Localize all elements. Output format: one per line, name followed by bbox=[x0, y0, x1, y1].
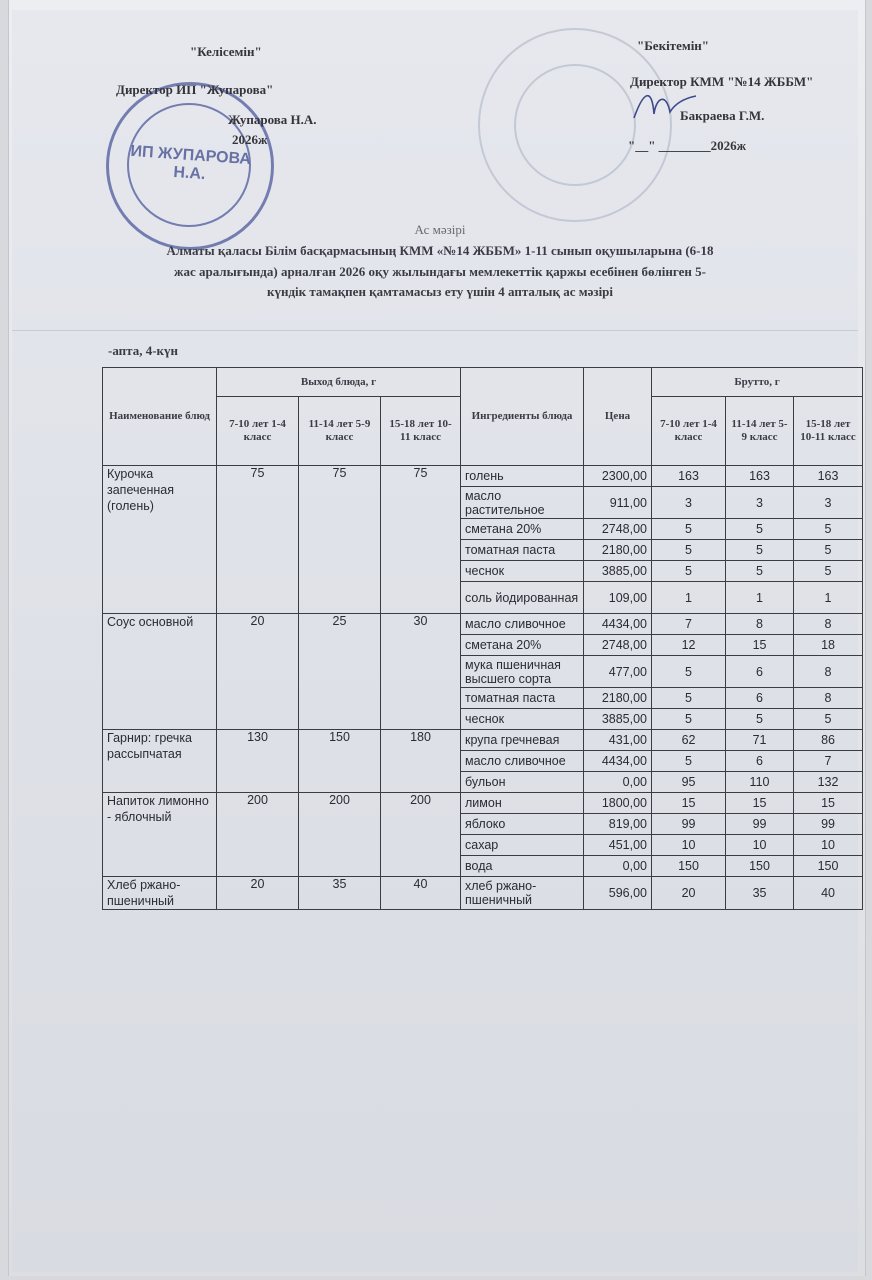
right-date: "__" ________2026ж bbox=[628, 138, 747, 153]
gross-age-2: 6 bbox=[726, 751, 794, 772]
ingredient-row bbox=[103, 793, 863, 814]
gross-age-3: 163 bbox=[794, 466, 863, 487]
output-age-3: 200 bbox=[381, 793, 461, 877]
ingredient-row bbox=[103, 466, 863, 487]
ingredient-row bbox=[103, 614, 863, 635]
stamp-text: ИП ЖУПАРОВА Н.А. bbox=[129, 142, 252, 184]
gross-age-3: 40 bbox=[794, 877, 863, 910]
output-age-1: 20 bbox=[217, 877, 299, 910]
gross-age-1: 7 bbox=[652, 614, 726, 635]
gross-age-1: 10 bbox=[652, 835, 726, 856]
ingredient-name: чеснок bbox=[461, 709, 584, 730]
right-approve-label: "Бекітемін" bbox=[637, 38, 710, 53]
ingredient-name: мука пшеничная высшего сорта bbox=[461, 656, 584, 688]
left-year: 2026ж bbox=[232, 132, 268, 147]
gross-age-3: 5 bbox=[794, 561, 863, 582]
gross-age-2: 15 bbox=[726, 635, 794, 656]
menu-heading: Ас мәзірі bbox=[414, 222, 466, 237]
gross-age-3: 15 bbox=[794, 793, 863, 814]
dish-name: Соус основной bbox=[103, 614, 217, 730]
gross-age-1: 62 bbox=[652, 730, 726, 751]
ingredient-price: 2180,00 bbox=[584, 688, 652, 709]
gross-age-1: 1 bbox=[652, 582, 726, 614]
gross-age-3: 5 bbox=[794, 709, 863, 730]
gross-age-3: 99 bbox=[794, 814, 863, 835]
output-age-1: 130 bbox=[217, 730, 299, 793]
ingredient-name: крупа гречневая bbox=[461, 730, 584, 751]
menu-table bbox=[102, 367, 863, 910]
gross-age-2: 5 bbox=[726, 561, 794, 582]
ingredient-price: 451,00 bbox=[584, 835, 652, 856]
gross-age-1: 99 bbox=[652, 814, 726, 835]
output-age-1: 200 bbox=[217, 793, 299, 877]
week-day-label: -апта, 4-күн bbox=[108, 343, 179, 358]
gross-age-1: 5 bbox=[652, 656, 726, 688]
ingredient-name: бульон bbox=[461, 772, 584, 793]
ingredient-name: масло растительное bbox=[461, 487, 584, 519]
gross-age-1: 150 bbox=[652, 856, 726, 877]
ingredient-price: 4434,00 bbox=[584, 614, 652, 635]
ingredient-row bbox=[103, 877, 863, 910]
ingredient-row bbox=[103, 730, 863, 751]
gross-age-3: 3 bbox=[794, 487, 863, 519]
left-signatory: Жупарова Н.А. bbox=[228, 112, 317, 127]
gross-age-3: 5 bbox=[794, 540, 863, 561]
gross-age-2: 3 bbox=[726, 487, 794, 519]
ingredient-price: 911,00 bbox=[584, 487, 652, 519]
gross-age-2: 71 bbox=[726, 730, 794, 751]
gross-age-1: 20 bbox=[652, 877, 726, 910]
ingredient-name: сахар bbox=[461, 835, 584, 856]
ingredient-price: 3885,00 bbox=[584, 561, 652, 582]
ingredient-name: лимон bbox=[461, 793, 584, 814]
gross-age-2: 35 bbox=[726, 877, 794, 910]
gross-age-2: 6 bbox=[726, 688, 794, 709]
output-age-2: 25 bbox=[299, 614, 381, 730]
ingredient-name: сметана 20% bbox=[461, 635, 584, 656]
output-age-2: 150 bbox=[299, 730, 381, 793]
gross-age-1: 5 bbox=[652, 688, 726, 709]
ingredient-name: вода bbox=[461, 856, 584, 877]
gross-age-1: 15 bbox=[652, 793, 726, 814]
gross-age-1: 12 bbox=[652, 635, 726, 656]
ingredient-price: 109,00 bbox=[584, 582, 652, 614]
header-gross-age-2: 11-14 лет 5-9 класс bbox=[726, 397, 794, 466]
header-gross-age-1: 7-10 лет 1-4 класс bbox=[652, 397, 726, 466]
dish-name: Напиток лимонно - яблочный bbox=[103, 793, 217, 877]
gross-age-2: 163 bbox=[726, 466, 794, 487]
gross-age-2: 10 bbox=[726, 835, 794, 856]
gross-age-3: 8 bbox=[794, 688, 863, 709]
gross-age-1: 5 bbox=[652, 751, 726, 772]
left-approve-label: "Келісемін" bbox=[190, 44, 262, 59]
gross-age-3: 8 bbox=[794, 614, 863, 635]
output-age-2: 35 bbox=[299, 877, 381, 910]
title-line-2: жас аралығында) арналған 2026 оқу жылындағы мемлекеттік қаржы есебінен бөлінген 5- bbox=[174, 264, 706, 279]
header-price: Цена bbox=[584, 368, 652, 466]
ingredient-price: 2300,00 bbox=[584, 466, 652, 487]
ingredient-price: 431,00 bbox=[584, 730, 652, 751]
ingredient-price: 2180,00 bbox=[584, 540, 652, 561]
gross-age-1: 5 bbox=[652, 561, 726, 582]
gross-age-2: 99 bbox=[726, 814, 794, 835]
gross-age-2: 15 bbox=[726, 793, 794, 814]
header-ingredients: Ингредиенты блюда bbox=[461, 368, 584, 466]
ingredient-price: 0,00 bbox=[584, 772, 652, 793]
gross-age-2: 150 bbox=[726, 856, 794, 877]
signature-mark bbox=[630, 84, 700, 124]
ingredient-price: 596,00 bbox=[584, 877, 652, 910]
ingredient-name: чеснок bbox=[461, 561, 584, 582]
gross-age-1: 5 bbox=[652, 540, 726, 561]
output-age-3: 75 bbox=[381, 466, 461, 614]
left-position: Директор ИП "Жупарова" bbox=[116, 82, 274, 97]
ingredient-price: 4434,00 bbox=[584, 751, 652, 772]
gross-age-3: 150 bbox=[794, 856, 863, 877]
dish-name: Хлеб ржано-пшеничный bbox=[103, 877, 217, 910]
right-signatory: Бакраева Г.М. bbox=[680, 108, 765, 123]
gross-age-3: 132 bbox=[794, 772, 863, 793]
output-age-3: 30 bbox=[381, 614, 461, 730]
gross-age-1: 3 bbox=[652, 487, 726, 519]
ingredient-name: яблоко bbox=[461, 814, 584, 835]
round-seal bbox=[478, 28, 672, 222]
ingredient-price: 477,00 bbox=[584, 656, 652, 688]
gross-age-2: 5 bbox=[726, 540, 794, 561]
gross-age-2: 6 bbox=[726, 656, 794, 688]
gross-age-2: 8 bbox=[726, 614, 794, 635]
gross-age-1: 163 bbox=[652, 466, 726, 487]
ingredient-price: 3885,00 bbox=[584, 709, 652, 730]
output-age-1: 20 bbox=[217, 614, 299, 730]
ingredient-name: томатная паста bbox=[461, 688, 584, 709]
gross-age-1: 5 bbox=[652, 709, 726, 730]
gross-age-2: 110 bbox=[726, 772, 794, 793]
output-age-2: 200 bbox=[299, 793, 381, 877]
header-output-age-3: 15-18 лет 10-11 класс bbox=[381, 397, 461, 466]
ingredient-price: 0,00 bbox=[584, 856, 652, 877]
ingredient-price: 1800,00 bbox=[584, 793, 652, 814]
ingredient-price: 2748,00 bbox=[584, 635, 652, 656]
ingredient-price: 2748,00 bbox=[584, 519, 652, 540]
dish-name: Гарнир: гречка рассыпчатая bbox=[103, 730, 217, 793]
ingredient-name: соль йодированная bbox=[461, 582, 584, 614]
gross-age-3: 86 bbox=[794, 730, 863, 751]
output-age-3: 180 bbox=[381, 730, 461, 793]
header-output: Выход блюда, г bbox=[217, 368, 461, 397]
gross-age-3: 1 bbox=[794, 582, 863, 614]
ingredient-name: голень bbox=[461, 466, 584, 487]
gross-age-3: 10 bbox=[794, 835, 863, 856]
ingredient-name: хлеб ржано-пшеничный bbox=[461, 877, 584, 910]
gross-age-3: 5 bbox=[794, 519, 863, 540]
header-gross-age-3: 15-18 лет 10-11 класс bbox=[794, 397, 863, 466]
header-output-age-2: 11-14 лет 5-9 класс bbox=[299, 397, 381, 466]
ingredient-name: сметана 20% bbox=[461, 519, 584, 540]
title-line-1: Алматы қаласы Білім басқармасының КММ «№14 ЖББМ» 1-11 сынып оқушыларына (6-18 bbox=[166, 243, 714, 258]
gross-age-3: 8 bbox=[794, 656, 863, 688]
gross-age-1: 5 bbox=[652, 519, 726, 540]
ingredient-name: томатная паста bbox=[461, 540, 584, 561]
header-dish-name: Наименование блюд bbox=[103, 368, 217, 466]
gross-age-2: 1 bbox=[726, 582, 794, 614]
title-line-3: күндік тамақпен қамтамасыз ету үшін 4 апталық ас мәзірі bbox=[266, 284, 614, 299]
right-position: Директор КММ "№14 ЖББМ" bbox=[630, 74, 814, 89]
header-gross: Брутто, г bbox=[652, 368, 863, 397]
output-age-2: 75 bbox=[299, 466, 381, 614]
dish-name: Курочка запеченная (голень) bbox=[103, 466, 217, 614]
ingredient-price: 819,00 bbox=[584, 814, 652, 835]
gross-age-3: 7 bbox=[794, 751, 863, 772]
ingredient-name: масло сливочное bbox=[461, 751, 584, 772]
gross-age-3: 18 bbox=[794, 635, 863, 656]
gross-age-2: 5 bbox=[726, 709, 794, 730]
gross-age-2: 5 bbox=[726, 519, 794, 540]
output-age-3: 40 bbox=[381, 877, 461, 910]
gross-age-1: 95 bbox=[652, 772, 726, 793]
ingredient-name: масло сливочное bbox=[461, 614, 584, 635]
output-age-1: 75 bbox=[217, 466, 299, 614]
header-output-age-1: 7-10 лет 1-4 класс bbox=[217, 397, 299, 466]
